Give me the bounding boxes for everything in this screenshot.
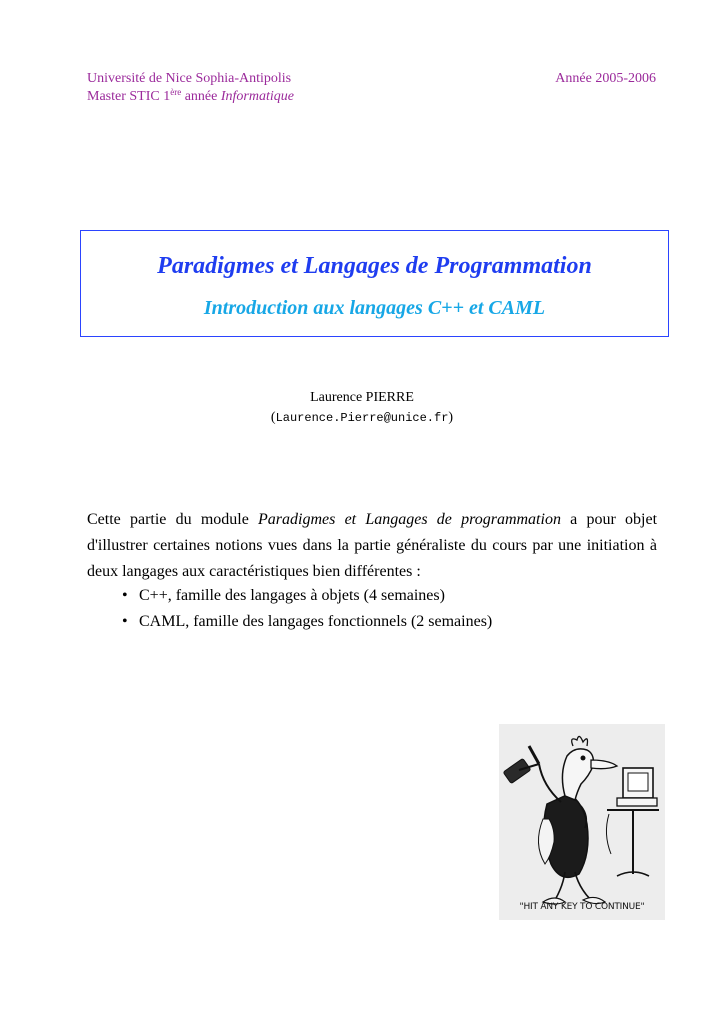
program-sup: ère (170, 87, 182, 97)
email-open-paren: ( (270, 410, 276, 425)
email-close-paren: ) (448, 410, 454, 425)
intro-module-name: Paradigmes et Langages de programmation (258, 511, 561, 528)
program-mid: année (181, 89, 221, 104)
author-name: Laurence PIERRE (310, 390, 414, 405)
program-prefix: Master STIC 1 (87, 89, 171, 104)
author-email: Laurence.Pierre@unice.fr (275, 411, 449, 425)
document-subtitle: Introduction aux langages C++ et CAML (203, 297, 546, 319)
academic-year: Année 2005-2006 (555, 71, 656, 86)
program-field: Informatique (220, 89, 294, 104)
cartoon-drawing (499, 724, 665, 920)
document-title: Paradigmes et Langages de Programmation (157, 253, 592, 279)
bullet-icon: • (122, 587, 128, 604)
list-item-text: C++, famille des langages à objets (4 semaines) (139, 587, 445, 604)
language-list (122, 583, 492, 635)
intro-paragraph (87, 507, 657, 585)
intro-before: Cette partie du module (87, 511, 259, 528)
bullet-icon: • (122, 613, 128, 630)
cartoon-caption: "HIT ANY KEY TO CONTINUE" (519, 902, 645, 912)
duck-computer-cartoon (499, 724, 665, 920)
list-item (122, 609, 492, 635)
header-left (87, 70, 294, 106)
intro-after: a pour objet d'illustrer certaines notions vues dans la partie généraliste du cours par une initiation à deux langages aux caractéristiques bien différentes : (87, 511, 658, 580)
author-email-line (0, 409, 724, 427)
title-box (80, 230, 669, 337)
list-item-text: CAML, famille des langages fonctionnels (2 semaines) (139, 613, 493, 630)
program-line (87, 88, 294, 106)
university-name: Université de Nice Sophia-Antipolis (87, 71, 292, 86)
list-item (122, 583, 492, 609)
